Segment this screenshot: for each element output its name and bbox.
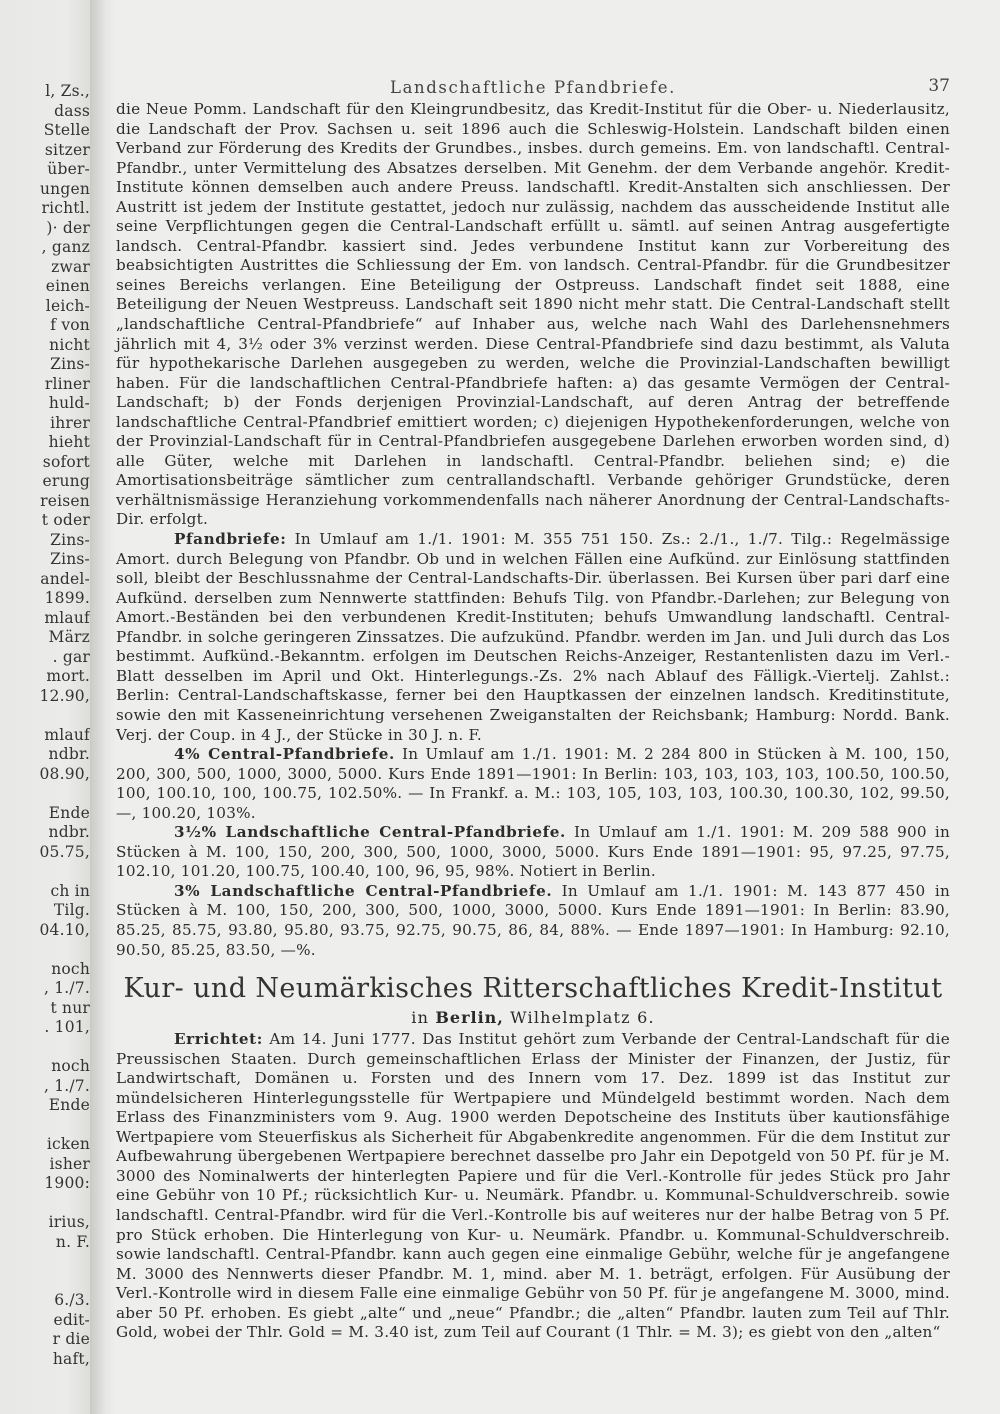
paragraph-3pct-central xyxy=(116,882,950,960)
adjacent-page-line: mort. xyxy=(46,667,90,685)
adjacent-page-line: 6./3. xyxy=(54,1291,90,1309)
paragraph-pfandbriefe xyxy=(116,530,950,745)
adjacent-page-line: März xyxy=(48,628,90,646)
page xyxy=(116,70,950,1343)
adjacent-page-line: 1899. xyxy=(44,589,90,607)
paragraph-text: In Umlauf am 1./1. 1901: M. 209 588 900 in Stücken à M. 100, 150, 200, 300, 500, 1000, 3000, 5000. Kurs Ende 1891—1901: 95, 97.25, 97.75, 102.10, 101.20, 100.75, 100.40, 100, 96, 95, 98%. Notiert in Berlin. xyxy=(116,823,950,881)
adjacent-page-line: l, Zs., xyxy=(45,82,90,100)
adjacent-page-line: sofort xyxy=(42,452,90,471)
adjacent-page-line: hieht xyxy=(48,433,90,451)
adjacent-page-line: Zins- xyxy=(50,530,90,549)
adjacent-page-line: ndbr. xyxy=(48,745,90,763)
adjacent-page-line: Ende xyxy=(48,803,90,822)
section-heading: Kur- und Neumärkisches Ritterschaftliches Kredit-Institut xyxy=(123,973,943,1005)
paragraph-verband: die Neue Pomm. Landschaft für den Kleingrundbesitz, das Kredit-Institut für die Ober- u. Niederlausitz, die Landschaft der Prov. Sachsen u. seit 1896 auch die Schleswig-Holstein. Landschaft bilden einen Verband zur Förderung des Kredits der Grundbes., insbes. durch gemeins. Em. von landschaftl. Central-Pfandbr., unter Vermittelung des Absatzes derselben. Mit Genehm. der dem Verbande angehör. Kredit-Institute können demselben auch andere Preuss. landschaftl. Kredit-Anstalten sich anschliessen. Der Austritt ist jedem der Institute gestattet, jedoch nur zulässig, nachdem das ausscheidende Institut alle seine Verpflichtungen gegen die Central-Landschaft erfüllt u. sämtl. auf seinen Antrag ausgefertigte landsch. Central-Pfandbr. kassiert sind. Jedes verbundene Institut kann zur Vorbereitung des beabsichtigten Austrittes die Schliessung der Em. von landsch. Central-Pfandbr. für die Grundbesitzer seines Bereichs verlangen. Eine Beteiligung der Ostpreuss. Landschaft findet seit 1888, eine Beteiligung der Neuen Westpreuss. Landschaft seit 1890 nicht mehr statt. Die Central-Landschaft stellt „landschaftliche Central-Pfandbriefe“ auf Inhaber aus, welche nach Wahl des Darlehensnehmers jährlich mit 4, 3½ oder 3% verzinst werden. Diese Central-Pfandbriefe sind dazu bestimmt, als Valuta für hypothekarische Darlehen ausgegeben zu werden, welche die Provinzial-Landschaften bewilligt haben. Für die landschaftlichen Central-Pfandbriefe haften: a) das gesamte Vermögen der Central-Landschaft; b) der Fonds derjenigen Provinzial-Landschaft, auf deren Antrag der betreffende landschaftliche Central-Pfandbrief emittiert worden; c) diejenigen Hypothekenforderungen, welche von der Provinzial-Landschaft für in Central-Pfandbriefen ausgegebene Darlehen erworben worden sind, d) alle Güter, welche mit Darlehen in landschaftl. Central-Pfandbr. beliehen sind; e) die Amortisationsbeiträge sämtlicher zum centrallandschaftl. Verbande gehöriger Grundstücke, deren verhältnismässige Heranziehung vorkommendenfalls nach näherer Anordnung der Central-Landschafts-Dir. erfolgt. xyxy=(116,100,950,529)
adjacent-page-line: icken xyxy=(46,1135,90,1153)
adjacent-page-line: )· der xyxy=(46,218,90,237)
adjacent-page-line: richtl. xyxy=(41,199,90,217)
paragraph-3-5pct-central xyxy=(116,823,950,882)
adjacent-page-line: ihrer xyxy=(50,413,90,432)
adjacent-page-line: . gar xyxy=(52,647,90,666)
paragraph-4pct-central xyxy=(116,745,950,823)
section-subheading xyxy=(116,1006,950,1030)
adjacent-page-line: Ende xyxy=(48,1096,90,1114)
paragraph-label: Pfandbriefe: xyxy=(174,530,287,549)
adjacent-page-line: , 1./7. xyxy=(43,979,90,997)
paragraph-label: 3% Landschaftliche Central-Pfandbriefe. xyxy=(174,881,553,900)
adjacent-page-line: zwar xyxy=(51,257,90,276)
adjacent-page-line: 08.90, xyxy=(39,764,90,783)
section-address: Wilhelmplatz 6. xyxy=(503,1008,655,1028)
adjacent-page-line: t nur xyxy=(50,998,90,1017)
adjacent-page-line: 12.90, xyxy=(39,686,90,705)
paragraph-text: In Umlauf am 1./1. 1901: M. 143 877 450 in Stücken à M. 100, 150, 200, 300, 500, 1000, 3000, 5000. Kurs Ende 1891—1901: In Berlin: 83.90, 85.25, 85.75, 93.80, 95.80, 93.75, 92.75, 90.75, 86, 84, 88%. — Ende 1897—1901: In Hamburg: 92.10, 90.50, 85.25, 83.50, —%. xyxy=(116,881,950,959)
adjacent-page-line xyxy=(39,706,90,726)
adjacent-page-line: einen xyxy=(45,277,90,295)
adjacent-page-line: r die xyxy=(52,1330,90,1348)
adjacent-page-line: mlauf xyxy=(44,725,90,744)
section-sub-prefix: in xyxy=(411,1008,436,1028)
adjacent-page-line: rliner xyxy=(44,374,90,393)
adjacent-page-line: ndbr. xyxy=(48,823,90,841)
adjacent-page-line: haft, xyxy=(52,1349,90,1368)
adjacent-page-line xyxy=(39,784,90,804)
paragraph-label: Errichtet: xyxy=(174,1030,263,1049)
adjacent-page-line: 05.75, xyxy=(39,842,90,861)
paragraph-errichtet xyxy=(116,1030,950,1343)
paragraph-text: In Umlauf am 1./1. 1901: M. 2 284 800 in Stücken à M. 100, 150, 200, 300, 500, 1000, 3000, 5000. Kurs Ende 1891—1901: In Berlin: 103, 103, 103, 103, 100.50, 100.50, 100, 100.10, 100, 100.75, 102.50%. — In Frankf. a. M.: 103, 105, 103, 103, 100.30, 100.30, 102, 99.50, —, 100.20, 103%. xyxy=(116,745,950,822)
adjacent-page-line: f von xyxy=(50,316,90,334)
body-text-section xyxy=(116,1030,950,1343)
adjacent-page-line: dass xyxy=(54,101,90,120)
adjacent-page-line: Zins- xyxy=(50,550,90,568)
adjacent-page-line: ch in xyxy=(50,881,90,900)
adjacent-page-line: reisen xyxy=(40,491,90,510)
adjacent-page-line: huld- xyxy=(48,394,90,412)
paragraph-text: Am 14. Juni 1777. Das Institut gehört zum Verbande der Central-Landschaft für die Preussischen Staaten. Durch gemeinschaftlichen Erlass der Minister der Finanzen, der Justiz, für Landwirtschaft, Domänen u. Forsten und des Innern vom 17. Dez. 1899 ist das Institut zur mündelsicheren Hinterlegungsstelle für Wertpapiere und Mündelgeld bestimmt worden. Nach dem Erlass des Finanzministers vom 9. Aug. 1900 werden Depotscheine des Instituts über kautionsfähige Wertpapiere vom Steuerfiskus als Sicherheit für Abgabenkredite angenommen. Für die dem Institut zur Aufbewahrung übergebenen Wertpapiere berechnet dasselbe pro Jahr ein Depotgeld von 50 Pf. für je M. 3000 des Nominalwerts der hinterlegten Papiere und für die Verl.-Kontrolle für jedes Stück pro Jahr eine Gebühr von 10 Pf.; rücksichtlich Kur- u. Neumärk. Pfandbr. u. Kommunal-Schuldverschreib. sowie landschaftl. Central-Pfandbr. wird für die Verl.-Kontrolle bis auf weiteres nur der halbe Betrag von 5 Pf. pro Stück erhoben. Die Hinterlegung von Kur- u. Neumärk. Pfandbr. u. Kommunal-Schuldverschreib. sowie landschaftl. Central-Pfandbr. kann auch gegen eine einmalige Gebühr, welche für je angefangene M. 3000 des Nennwerts dieser Pfandbr. M. 1, mind. aber M. 1. beträgt, erfolgen. Für Ausübung der Verl.-Kontrolle wird in diesem Falle eine einmalige Gebühr von 50 Pf. für je angefangene M. 3000, mind. aber 50 Pf. erhoben. Es giebt „alte“ und „neue“ Pfandbr.; die „alten“ Pfandbr. lauten zum Teil auf Thlr. Gold, wobei der Thlr. Gold = M. 3.40 ist, zum Teil auf Courant (1 Thlr. = M. 3); es giebt von den „alten“ xyxy=(116,1030,950,1342)
adjacent-page-line: n. F. xyxy=(55,1232,90,1251)
adjacent-page-line: noch xyxy=(51,959,90,978)
adjacent-page-line: nicht xyxy=(49,335,90,354)
adjacent-page-line: . 101, xyxy=(44,1018,90,1036)
adjacent-page-margin xyxy=(0,0,96,1414)
adjacent-page-line: andel- xyxy=(40,569,90,588)
adjacent-page-line xyxy=(39,1194,90,1214)
adjacent-page-line: Tilg. xyxy=(53,901,90,919)
adjacent-page-line xyxy=(39,1252,90,1272)
adjacent-page-line: Stelle xyxy=(43,121,90,139)
adjacent-page-line: Zins- xyxy=(50,355,90,373)
adjacent-page-line: edit- xyxy=(53,1310,90,1329)
adjacent-page-line xyxy=(39,940,90,960)
adjacent-page-line xyxy=(39,862,90,882)
adjacent-page-line: irius, xyxy=(48,1213,90,1231)
adjacent-page-line: noch xyxy=(51,1057,90,1075)
adjacent-page-line: leich- xyxy=(45,296,90,315)
adjacent-page-line: 04.10, xyxy=(39,920,90,939)
paragraph-label: 3½% Landschaftliche Central-Pfandbriefe. xyxy=(174,823,566,842)
adjacent-page-line: , 1./7. xyxy=(43,1076,90,1095)
section-city: Berlin, xyxy=(435,1008,504,1028)
adjacent-page-line: , ganz xyxy=(41,238,90,256)
running-title: Landschaftliche Pfandbriefe. xyxy=(390,78,676,97)
adjacent-page-line: 1900: xyxy=(44,1174,90,1192)
paragraph-label: 4% Central-Pfandbriefe. xyxy=(174,745,395,764)
paragraph-text: In Umlauf am 1./1. 1901: M. 355 751 150. Zs.: 2./1., 1./7. Tilg.: Regelmässige Amort. durch Belegung von Pfandbr. Ob und in welchen Fällen eine Aufkünd. zur Einlösung stattfinden soll, bleibt der Beschlussnahme der Central-Landschafts-Dir. überlassen. Bei Kursen über pari darf eine Aufkünd. derselben zum Nennwerte stattfinden: Behufs Tilg. von Pfandbr.-Darlehen; zur Belegung von Amort.-Beständen bei den verbundenen Kredit-Instituten; behufs Umwandlung landschaftl. Central-Pfandbr. in solche geringeren Zinssatzes. Die aufzukünd. Pfandbr. werden im Jan. und Juli durch das Los bestimmt. Aufkünd.-Bekanntm. erfolgen im Deutschen Reichs-Anzeiger, Restantenlisten dazu im Verl.-Blatt desselben im April und Okt. Hinterlegungs.-Zs. 2% nach Ablauf des Fälligk.-Viertelj. Zahlst.: Berlin: Central-Landschaftskasse, ferner bei den Hauptkassen der einzelnen landsch. Kreditinstitute, sowie den mit Kasseneinrichtung versehenen Zweiganstalten der Reichsbank; Hamburg: Nordd. Bank. Verj. der Coup. in 4 J., der Stücke in 30 J. n. F. xyxy=(116,530,950,744)
adjacent-page-line: isher xyxy=(49,1154,90,1173)
page-number: 37 xyxy=(928,76,950,96)
adjacent-page-line: ungen xyxy=(39,179,90,198)
adjacent-page-line xyxy=(39,1272,90,1292)
adjacent-page-line xyxy=(39,1038,90,1058)
adjacent-page-line: t oder xyxy=(41,511,90,529)
adjacent-page-line: über- xyxy=(47,160,90,178)
adjacent-page-text xyxy=(39,82,90,1369)
adjacent-page-line: erung xyxy=(42,472,90,490)
adjacent-page-line: sitzer xyxy=(44,140,90,159)
body-text xyxy=(116,100,950,960)
adjacent-page-line: mlauf xyxy=(44,608,90,627)
running-head xyxy=(116,70,950,100)
page-fold-shadow xyxy=(90,0,116,1414)
adjacent-page-line xyxy=(39,1116,90,1136)
